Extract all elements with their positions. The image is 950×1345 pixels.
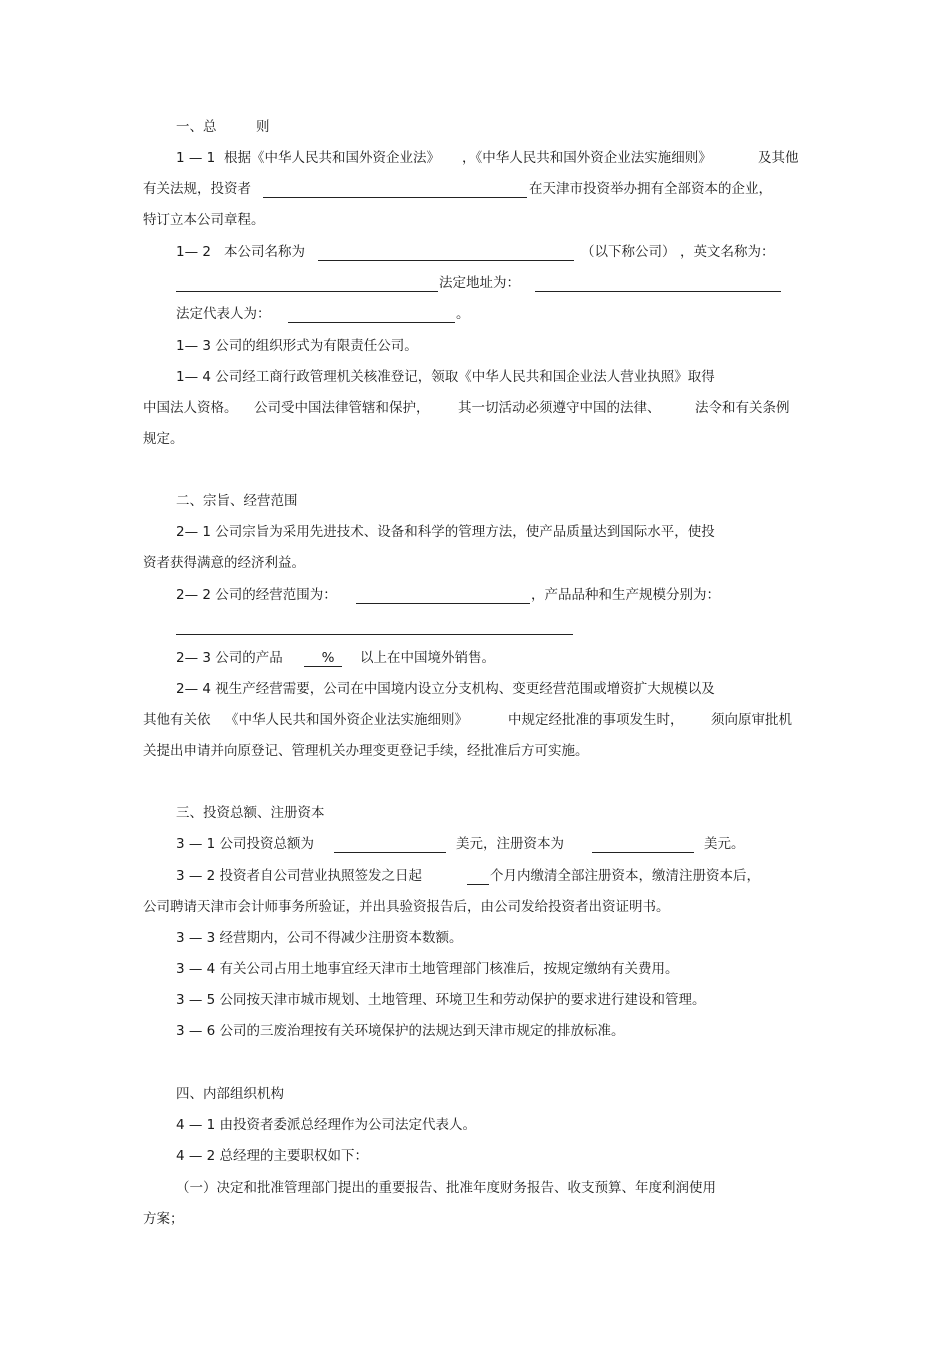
clause-1-2-text: 法定代表人为：	[176, 306, 271, 322]
clause-3-2-cont: 个月内缴清全部注册资本，缴清注册资本后，	[490, 868, 760, 884]
clause-2-4: 2— 4 视生产经营需要，公司在中国境内设立分支机构、变更经营范围或增资扩大规模以及	[176, 681, 715, 697]
clause-3-1-cont: 美元。	[704, 836, 745, 852]
clause-4-1: 4 — 1 由投资者委派总经理作为公司法定代表人。	[176, 1117, 477, 1133]
section-3-heading: 三、投资总额、注册资本	[176, 805, 325, 821]
clause-2-1: 2— 1 公司宗旨为采用先进技术、设备和科学的管理方法，使产品质量达到国际水平，使投	[176, 524, 715, 540]
clause-2-3-cont: 以上在中国境外销售。	[360, 650, 495, 666]
clause-2-4-cont: 中规定经批准的事项发生时，	[508, 712, 684, 728]
clause-1-1-text: 根据《中华人民共和国外资企业法》	[224, 150, 440, 166]
clause-1-2-text: 本公司名称为	[224, 244, 305, 260]
clause-3-5: 3 — 5 公同按天津市城市规划、土地管理、环境卫生和劳动保护的要求进行建设和管理。	[176, 992, 706, 1008]
clause-1-4-text: 1— 4 公司经工商行政管理机关核准登记，领取《中华人民共和国企业法人营业执照》取得	[176, 369, 715, 385]
clause-1-4-text: 中国法人资格。	[143, 400, 238, 416]
clause-2-4-cont: 须向原审批机	[711, 712, 792, 728]
section-4-heading: 四、内部组织机构	[176, 1086, 284, 1102]
clause-1-4-text: 其一切活动必须遵守中国的法律、	[458, 400, 661, 416]
clause-1-1-text: 有关法规，投资者	[143, 181, 251, 197]
registered-capital-blank-line	[592, 852, 694, 853]
section-2-heading: 二、宗旨、经营范围	[176, 493, 298, 509]
product-scale-blank-line	[176, 634, 573, 635]
clause-1-1-text: 在天津市投资举办拥有全部资本的企业，	[529, 181, 772, 197]
clause-1-1-text: ，《中华人民共和国外资企业法实施细则》	[462, 150, 712, 166]
clause-1-2-text: ，英文名称为：	[680, 244, 775, 260]
clause-3-2-cont: 公司聘请天津市会计师事务所验证，并出具验资报告后，由公司发给投资者出资证明书。	[143, 899, 670, 915]
clause-3-1-cont: 美元，注册资本为	[456, 836, 564, 852]
section-1-heading-end: 则	[256, 119, 270, 135]
clause-2-2-cont: ，产品品种和生产规模分别为：	[531, 587, 720, 603]
clause-2-1-cont: 资者获得满意的经济利益。	[143, 555, 305, 571]
clause-1-2-text: （以下称公司）	[581, 244, 676, 260]
clause-1-1-number: 1 — 1	[176, 150, 216, 166]
clause-2-2: 2— 2 公司的经营范围为：	[176, 587, 337, 603]
total-investment-blank-line	[334, 852, 446, 853]
clause-2-4-cont: 《中华人民共和国外资企业法实施细则》	[225, 712, 468, 728]
clause-3-4: 3 — 4 有关公司占用土地事宜经天津市土地管理部门核准后，按规定缴纳有关费用。	[176, 961, 679, 977]
clause-1-2-text: 。	[456, 306, 470, 322]
clause-3-2: 3 — 2 投资者自公司营业执照签发之日起	[176, 868, 423, 884]
clause-1-1-text: 特订立本公司章程。	[143, 212, 265, 228]
business-scope-blank-line	[356, 603, 530, 604]
clause-2-4-cont: 关提出申请并向原登记、管理机关办理变更登记手续，经批准后方可实施。	[143, 743, 589, 759]
clause-1-2-number: 1— 2	[176, 244, 211, 260]
clause-4-2-item-1-cont: 方案；	[143, 1211, 184, 1227]
clause-3-6: 3 — 6 公司的三废治理按有关环境保护的法规达到天津市规定的排放标准。	[176, 1023, 625, 1039]
clause-1-1-text: 及其他	[758, 150, 799, 166]
clause-3-3: 3 — 3 经营期内，公司不得减少注册资本数额。	[176, 930, 463, 946]
clause-4-2-item-1: （一）决定和批准管理部门提出的重要报告、批准年度财务报告、收支预算、年度利润使用	[176, 1180, 716, 1196]
percent-sign: %	[321, 650, 335, 666]
clause-1-4-text: 法令和有关条例	[695, 400, 790, 416]
clause-2-4-cont: 其他有关依	[143, 712, 211, 728]
clause-1-4-text: 公司受中国法律管辖和保护，	[254, 400, 430, 416]
clause-4-2: 4 — 2 总经理的主要职权如下：	[176, 1148, 369, 1164]
clause-3-1: 3 — 1 公司投资总额为	[176, 836, 315, 852]
section-1-heading: 一、总	[176, 119, 217, 135]
clause-2-3: 2— 3 公司的产品	[176, 650, 283, 666]
clause-1-2-text: 法定地址为：	[439, 275, 520, 291]
months-blank-line	[467, 884, 489, 885]
clause-1-3: 1— 3 公司的组织形式为有限责任公司。	[176, 338, 418, 354]
company-name-blank-line	[318, 260, 574, 261]
representative-blank-line	[288, 322, 455, 323]
clause-1-4-text: 规定。	[143, 431, 184, 447]
address-blank-line	[535, 291, 781, 292]
investor-blank-line	[263, 197, 527, 198]
english-name-blank-line	[176, 291, 438, 292]
